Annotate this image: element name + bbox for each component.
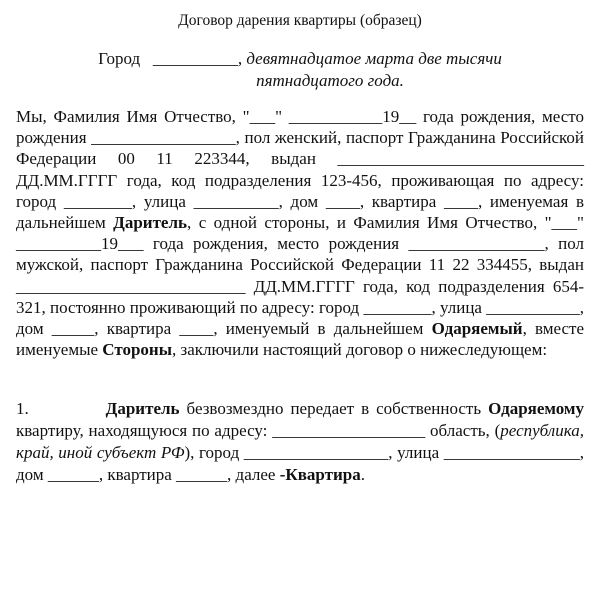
section-1-donor-term: Даритель [105, 399, 180, 419]
section-1-text-4: . [360, 465, 365, 485]
section-1-text-2: квартиру, находящуюся по адресу: __________________ область, ( [16, 421, 501, 441]
parties-text-4: , заключили настоящий договор о нижеследующем: [172, 340, 548, 360]
parties-paragraph [16, 106, 584, 360]
parties-term: Стороны [102, 340, 172, 360]
donor-term: Даритель [113, 213, 188, 233]
parties-text-3: , вместе именуемые [16, 319, 584, 360]
section-1-region-note: республика, край, иной субъект РФ [16, 421, 584, 463]
section-1-number: 1. [16, 399, 29, 419]
city-date-line [16, 48, 584, 92]
section-1-donee-term: Одаряемому [488, 399, 585, 419]
parties-text-1: Мы, Фамилия Имя Отчество, "___" ___________19__ года рождения, место рождения _________________, пол женский, паспорт Гражданина Российской Федерации 00 11 223344, выдан _____________________________ ДД.ММ.ГГГГ года, код подразделения 123-456, проживающая по адресу: город ________, улица __________, дом ____, квартира ____, именуемая в дальнейшем [16, 107, 584, 233]
section-1 [16, 398, 584, 486]
section-1-text-1: безвозмездно передает в собственность [179, 399, 489, 419]
date-text-1: , девятнадцатое марта две тысячи [237, 49, 502, 68]
apartment-term: -Квартира [279, 465, 361, 485]
date-text-2: пятнадцатого года. [256, 71, 404, 90]
section-gap [16, 360, 584, 398]
section-1-text-3: ), город _________________, улица ________________, дом ______, квартира ______, далее [16, 443, 584, 485]
city-label: Город [98, 49, 141, 68]
donee-term: Одаряемый [431, 319, 523, 339]
parties-text-2: , с одной стороны, и Фамилия Имя Отчество, "___" __________19___ года рождения, место рождения ________________, пол мужской, паспорт Гражданина Российской Федерации 11 22 334455, выдан ___________________________ ДД.ММ.ГГГГ года, код подразделения 654-321, постоянно проживающий по адресу: город ________, улица ___________, дом _____, квартира ____, именуемый в дальнейшем [16, 213, 584, 339]
city-blank: __________ [152, 49, 238, 68]
document-title: Договор дарения квартиры (образец) [178, 12, 422, 29]
